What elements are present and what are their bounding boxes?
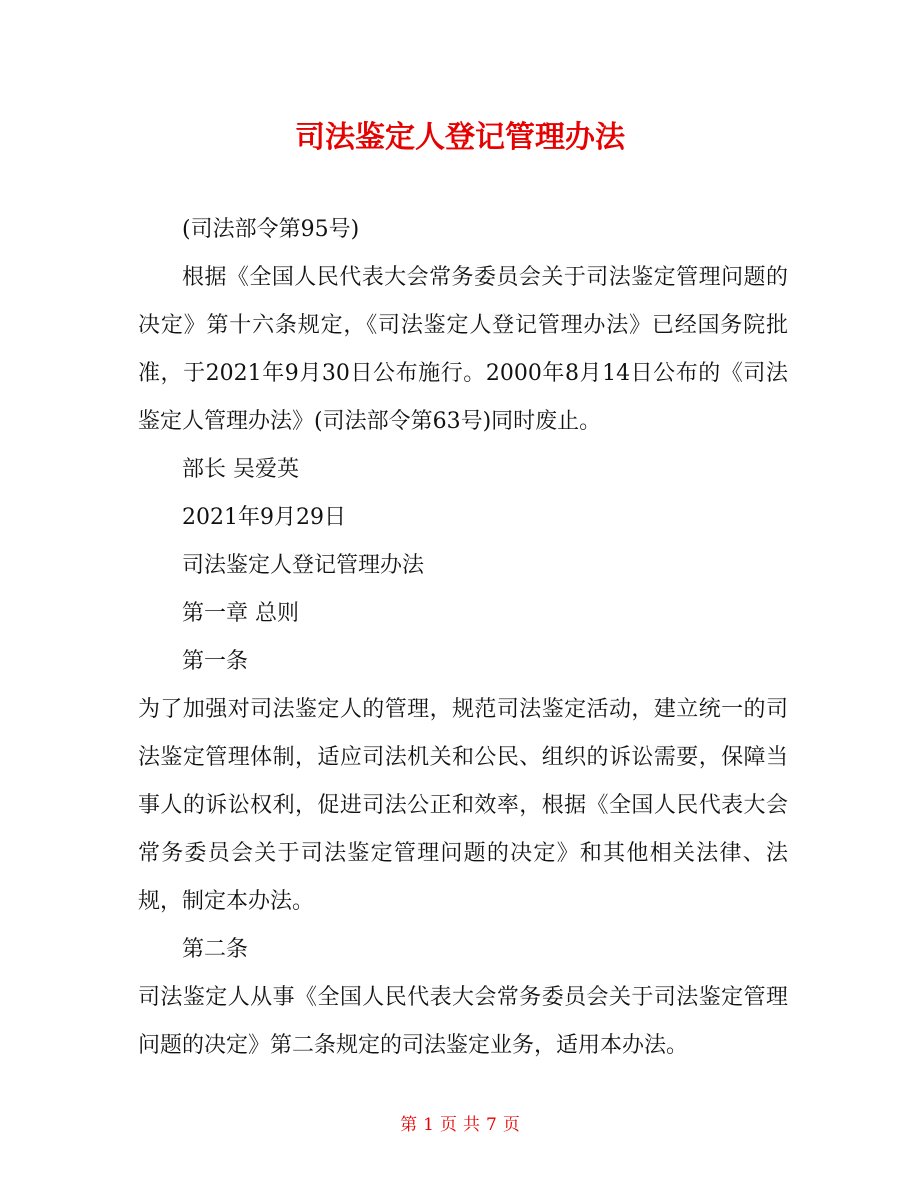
order-number: (司法部令第95号) (182, 217, 360, 242)
preamble-paragraph: 根据《全国人民代表大会常务委员会关于司法鉴定管理问题的决定》第十六条规定，《司法鉴定人登记管理办法》已经国务院批准，于2021年9月30日公布施行。2000年8月14日公布的《司法鉴定人管理办法》(司法部令第63号)同时废止。 (138, 265, 788, 434)
footer-page-word: 页 (440, 1115, 457, 1135)
footer-page-current: 1 (423, 1115, 434, 1135)
article-2-text: 司法鉴定人从事《全国人民代表大会常务委员会关于司法鉴定管理问题的决定》第二条规定的司法鉴定业务，适用本办法。 (138, 985, 788, 1058)
footer-page-total: 7 (486, 1115, 497, 1135)
document-body (138, 206, 788, 1070)
document-subtitle: 司法鉴定人登记管理办法 (182, 553, 425, 578)
issue-date: 2021年9月29日 (182, 505, 346, 530)
chapter-heading: 第一章 总则 (182, 601, 299, 626)
footer-prefix: 第 (400, 1115, 418, 1135)
document-title: 司法鉴定人登记管理办法 (295, 120, 625, 155)
footer-suffix: 页 (502, 1115, 520, 1135)
footer-total-word: 共 (463, 1115, 480, 1135)
article-1-heading: 第一条 (182, 649, 249, 674)
article-2-heading: 第二条 (182, 937, 249, 962)
article-1-text: 为了加强对司法鉴定人的管理，规范司法鉴定活动，建立统一的司法鉴定管理体制，适应司法机关和公民、组织的诉讼需要，保障当事人的诉讼权利，促进司法公正和效率，根据《全国人民代表大会常务委员会关于司法鉴定管理问题的决定》和其他相关法律、法规，制定本办法。 (138, 697, 788, 914)
page-footer (0, 1110, 920, 1140)
signer-line: 部长 吴爱英 (182, 457, 299, 482)
